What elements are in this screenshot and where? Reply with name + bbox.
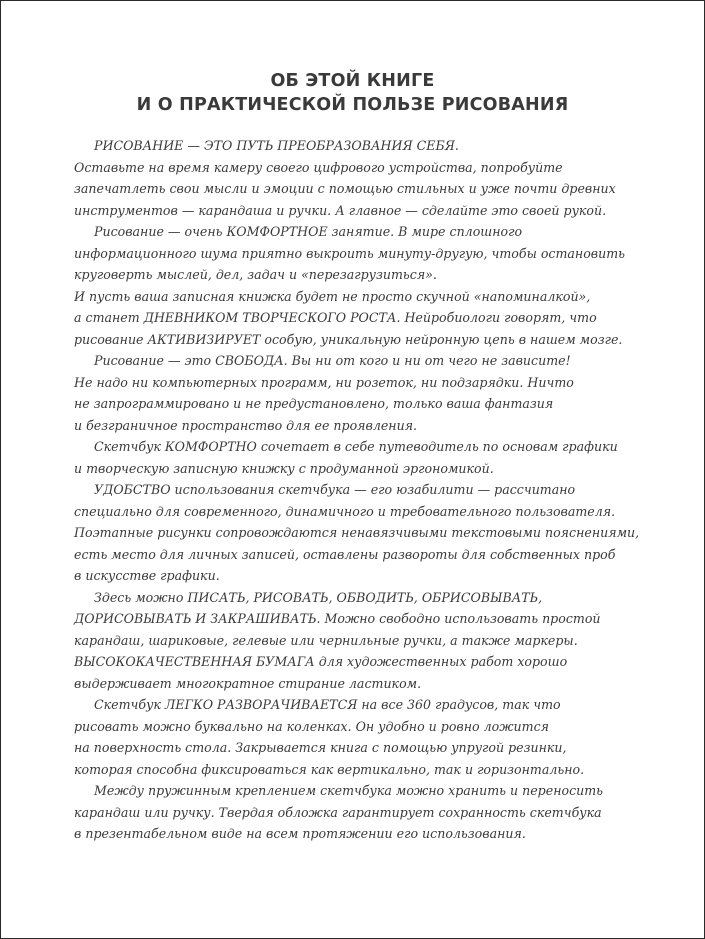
paragraph-line: информационного шума приятно выкроить минуту-другую, чтобы остановить [74, 245, 626, 261]
paragraph-line: РИСОВАНИЕ — ЭТО ПУТЬ ПРЕОБРАЗОВАНИЯ СЕБЯ. [94, 138, 459, 153]
paragraph [74, 587, 654, 695]
paragraph-line: ДОРИСОВЫВАТЬ И ЗАКРАШИВАТЬ. Можно свободно использовать простой [74, 611, 601, 626]
paragraph [74, 221, 654, 350]
title-line-1: ОБ ЭТОЙ КНИГЕ [270, 71, 435, 91]
paragraph-line: карандаш или ручку. Твердая обложка гарантирует сохранность скетчбука [74, 804, 602, 820]
paragraph-line: УДОБСТВО использования скетчбука — его юзабилити — рассчитано [94, 482, 576, 497]
paragraph [74, 135, 654, 221]
paragraph-line: на поверхность стола. Закрывается книга с помощью упругой резинки, [74, 740, 567, 755]
paragraph-line: в искусстве графики. [74, 568, 220, 583]
paragraph-line: Оставьте на время камеру своего цифрового устройства, попробуйте [74, 159, 563, 175]
paragraph-line: запечатлеть свои мысли и эмоции с помощью стильных и уже почти древних [74, 181, 616, 196]
page-title [1, 69, 704, 117]
paragraph-line: И пусть ваша записная книжка будет не просто скучной «напоминалкой», [74, 288, 591, 304]
paragraph-line: Поэтапные рисунки сопровождаются ненавязчивыми текстовыми пояснениями, [74, 525, 640, 540]
paragraph-line: ВЫСОКОКАЧЕСТВЕННАЯ БУМАГА для художественных работ хорошо [74, 654, 568, 669]
paragraph-line: которая способна фиксироваться как вертикально, так и горизонтально. [74, 761, 585, 777]
paragraph-line: специально для современного, динамичного и требовательного пользователя. [74, 503, 616, 519]
paragraph-line: Рисование — очень КОМФОРТНОЕ занятие. В мире сплошного [94, 224, 523, 239]
title-line-2: И О ПРАКТИЧЕСКОЙ ПОЛЬЗЕ РИСОВАНИЯ [136, 95, 569, 115]
paragraph-line: Здесь можно ПИСАТЬ, РИСОВАТЬ, ОБВОДИТЬ, ОБРИСОВЫВАТЬ, [94, 589, 543, 605]
paragraph-line: инструментов — карандаша и ручки. А главное — сделайте это своей рукой. [74, 202, 607, 218]
body-text [74, 135, 654, 845]
paragraph-line: выдерживает многократное стирание ластиком. [74, 675, 422, 691]
paragraph-line: карандаш, шариковые, гелевые или чернильные ручки, а также маркеры. [74, 632, 578, 648]
paragraph [74, 479, 654, 587]
paragraph-line: рисовать можно буквально на коленках. Он удобно и ровно ложится [74, 718, 549, 734]
paragraph [74, 780, 654, 845]
paragraph-line: Рисование — это СВОБОДА. Вы ни от кого и ни от чего не зависите! [94, 353, 571, 368]
paragraph [74, 694, 654, 780]
paragraph-line: не запрограммировано и не предустановлено, только ваша фантазия [74, 396, 554, 411]
paragraph [74, 350, 654, 436]
paragraph-line: Скетчбук ЛЕГКО РАЗВОРАЧИВАЕТСЯ на все 360 градусов, так что [94, 697, 561, 712]
paragraph-line: и безграничное пространство для ее проявления. [74, 417, 418, 433]
paragraph-line: есть место для личных записей, оставлены развороты для собственных проб [74, 546, 616, 562]
paragraph-line: Не надо ни компьютерных программ, ни розеток, ни подзарядки. Ничто [74, 374, 574, 390]
paragraph-line: и творческую записную книжку с продуманной эргономикой. [74, 460, 494, 476]
paragraph-line: Скетчбук КОМФОРТНО сочетает в себе путеводитель по основам графики [94, 439, 618, 454]
paragraph-line: в презентабельном виде на всем протяжении его использования. [74, 826, 526, 841]
paragraph-line: рисование АКТИВИЗИРУЕТ особую, уникальную нейронную цепь в нашем мозге. [74, 331, 623, 347]
paragraph [74, 436, 654, 479]
paragraph-line: Между пружинным креплением скетчбука можно хранить и переносить [94, 783, 604, 798]
paragraph-line: а станет ДНЕВНИКОМ ТВОРЧЕСКОГО РОСТА. Нейробиологи говорят, что [74, 310, 597, 325]
paragraph-line: круговерть мыслей, дел, задач и «перезагрузиться». [74, 267, 437, 282]
